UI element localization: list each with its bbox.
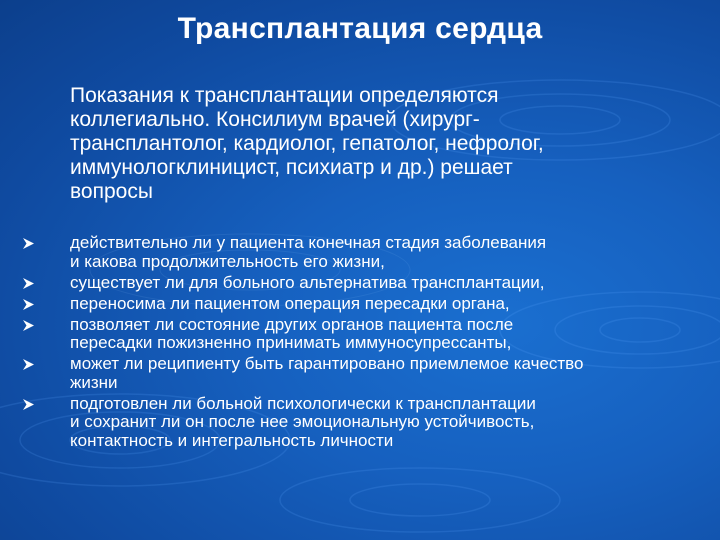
intro-paragraph — [70, 84, 670, 204]
arrowhead-bullet-icon — [23, 238, 34, 249]
arrowhead-bullet-icon — [23, 359, 34, 370]
bullet-line: и сохранит ли он после нее эмоциональную устойчивость, — [70, 412, 535, 431]
bullet-line: жизни — [70, 372, 118, 392]
arrowhead-bullet-icon — [23, 399, 34, 410]
arrowhead-bullet-icon — [23, 299, 34, 310]
intro-line: коллегиально. Консилиум врачей (хирург- — [70, 108, 480, 131]
arrowhead-bullet-icon — [23, 320, 34, 331]
bullet-line: переносима ли пациентом операция пересадки органа, — [70, 293, 510, 313]
criteria-bullet-list — [0, 234, 720, 453]
bullet-item — [0, 274, 690, 293]
bullet-line: может ли реципиенту быть гарантировано приемлемое качество — [70, 354, 584, 373]
slide-title: Трансплантация сердца — [177, 12, 543, 45]
bullet-item — [0, 395, 690, 451]
bullet-line: подготовлен ли больной психологически к трансплантации — [70, 393, 536, 413]
bullet-item — [0, 355, 690, 392]
bullet-item — [0, 295, 690, 314]
intro-line: вопросы — [70, 180, 153, 203]
bullet-line: и какова продолжительность его жизни, — [70, 251, 385, 271]
bullet-line: действительно ли у пациента конечная стадия заболевания — [70, 233, 547, 252]
bullet-line: существует ли для больного альтернатива трансплантации, — [70, 272, 545, 292]
bullet-line: позволяет ли состояние других органов пациента после — [70, 314, 514, 334]
intro-line: Показания к трансплантации определяются — [70, 84, 499, 107]
arrowhead-bullet-icon — [23, 278, 34, 289]
intro-line: трансплантолог, кардиолог, гепатолог, нефролог, — [70, 132, 544, 155]
bullet-item — [0, 316, 690, 353]
bullet-item — [0, 234, 690, 271]
intro-line: иммунологклиницист, психиатр и др.) решает — [70, 156, 513, 179]
bullet-line: контактность и интегральность личности — [70, 430, 394, 450]
bullet-line: пересадки пожизненно принимать иммуносупрессанты, — [70, 333, 512, 352]
